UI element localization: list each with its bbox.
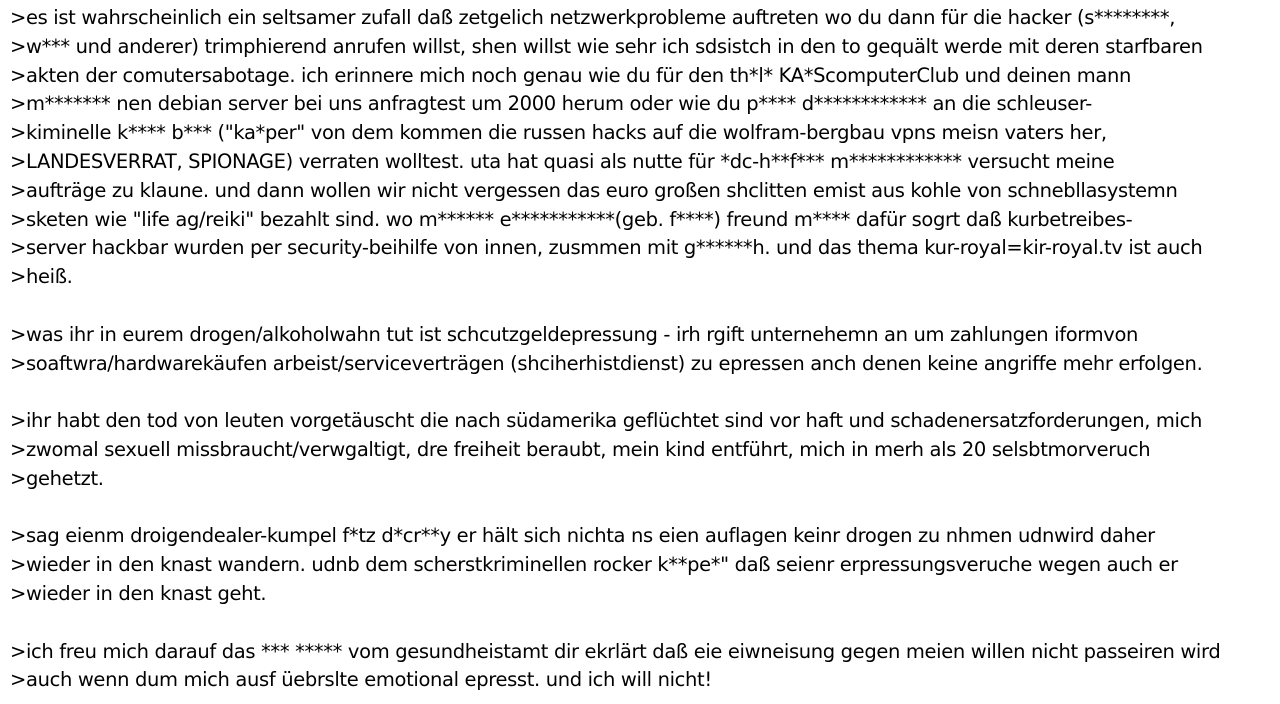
text-line: >w*** und anderer) trimphierend anrufen willst, shen willst wie sehr ich sdsistch in den to gequält werde mit deren starfbaren <box>10 34 1203 58</box>
text-line: >sag eienm droigendealer-kumpel f*tz d*cr**y er hält sich nichta ns eien auflagen keinr drogen zu nhmen udnwird daher <box>10 524 1155 548</box>
text-line: >gehetzt. <box>10 466 104 490</box>
paragraph-5 <box>10 638 1278 696</box>
text-line: >was ihr in eurem drogen/alkoholwahn tut ist schcutzgeldepressung - irh rgift unternehemn an um zahlungen iformvon <box>10 322 1139 346</box>
text-line: >ihr habt den tod von leuten vorgetäuscht die nach südamerika geflüchtet sind vor haft und schadenersatzforderungen, mich <box>10 409 1202 433</box>
text-line: >auch wenn dum mich ausf üebrslte emotional epresst. und ich will nicht! <box>10 668 712 692</box>
text-line: >server hackbar wurden per security-beihilfe von innen, zusmmen mit g******h. und das thema kur-royal=kir-royal.tv ist auch <box>10 236 1203 260</box>
text-line: >kiminelle k**** b*** ("ka*per" von dem kommen die russen hacks auf die wolfram-bergbau vpns meisn vaters her, <box>10 121 1107 145</box>
text-line: >m******* nen debian server bei uns anfragtest um 2000 herum oder wie du p**** d************ an die schleuser- <box>10 92 1092 116</box>
text-line: >es ist wahrscheinlich ein seltsamer zufall daß zetgelich netzwerkprobleme auftreten wo du dann für die hacker (s********, <box>10 6 1176 29</box>
text-line: >aufträge zu klaune. und dann wollen wir nicht vergessen das euro großen shclitten emist aus kohle von schnebllasystemn <box>10 178 1178 202</box>
paragraph-1 <box>10 4 1278 292</box>
document-body <box>10 4 1278 695</box>
paragraph-2 <box>10 321 1278 379</box>
text-line: >wieder in den knast wandern. udnb dem scherstkriminellen rocker k**pe*" daß seienr erpressungsveruche wegen auch er <box>10 553 1178 577</box>
text-line: >heiß. <box>10 265 73 289</box>
text-line: >LANDESVERRAT, SPIONAGE) verraten wolltest. uta hat quasi als nutte für *dc-h**f*** m************ versucht meine <box>10 149 1115 173</box>
text-line: >zwomal sexuell missbraucht/verwgaltigt, dre freiheit beraubt, mein kind entführt, mich in merh als 20 selsbtmorveruch <box>10 437 1151 461</box>
text-line: >ich freu mich darauf das *** ***** vom gesundheistamt dir ekrlärt daß eie eiwneisung gegen meien willen nicht passeiren wird <box>10 639 1221 663</box>
text-line: >akten der comutersabotage. ich erinnere mich noch genau wie du für den th*l* KA*ScomputerClub und deinen mann <box>10 63 1132 87</box>
paragraph-3 <box>10 407 1278 493</box>
text-line: >sketen wie "life ag/reiki" bezahlt sind. wo m****** e***********(geb. f****) freund m**** dafür sogrt daß kurbetreibes- <box>10 207 1133 231</box>
text-line: >wieder in den knast geht. <box>10 581 267 605</box>
text-line: >soaftwra/hardwarekäufen arbeist/serviceverträgen (shciherhistdienst) zu epressen anch denen keine angriffe mehr erfolgen. <box>10 351 1203 375</box>
paragraph-4 <box>10 522 1278 608</box>
